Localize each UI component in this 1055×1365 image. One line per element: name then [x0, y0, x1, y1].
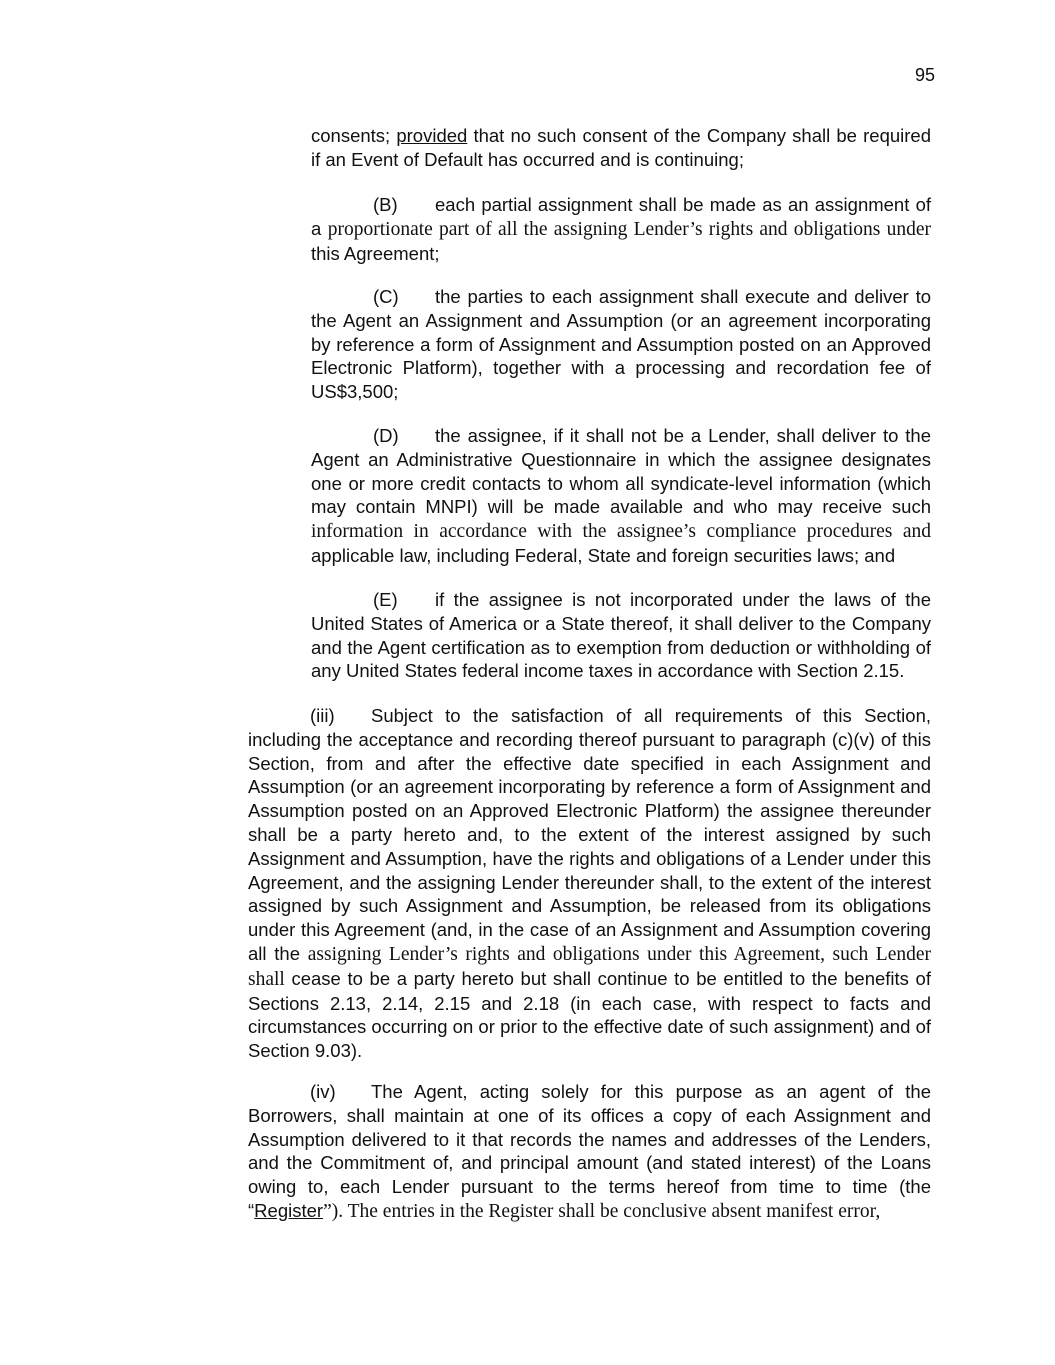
paragraph-d: [311, 424, 931, 568]
text-run-serif: ”). The entries in the Register shall be conclusive absent manifest error,: [323, 1200, 881, 1222]
text-run-serif: information in accordance with the assignee’s compliance procedures and: [311, 521, 931, 543]
text-run-serif: proportionate part of all the assigning Lender’s rights and obligations under: [327, 218, 931, 240]
text-run-serif: assigning Lender’s rights and obligations under this Agreement, such Lender shall: [248, 943, 931, 990]
clause-label-b: (B): [373, 194, 398, 215]
page-number: 95: [914, 65, 935, 85]
paragraph-iv: [248, 1080, 931, 1224]
text-run: cease to be a party hereto but shall continue to be entitled to the benefits of Sections 2.13, 2.14, 2.15 and 2.18 (in each case, with respect to facts and circumstances occurring on or prior to the effective date of such assignment) and of Section 9.03).: [248, 967, 931, 1062]
text-run: Subject to the satisfaction of all requirements of this Section, including the acceptance and recording thereof pursuant to paragraph (c)(v) of this Section, from and after the effective date specified in each Assignment and Assumption (or an agreement incorporating by reference a form of Assignment and Assumption posted on an Approved Electronic Platform) the assignee thereunder shall be a party hereto and, to the extent of the interest assigned by such Assignment and Assumption, have the rights and obligations of a Lender under this Agreement, and the assigning Lender thereunder shall, to the extent of the interest assigned by such Assignment and Assumption, be released from its obligations under this Agreement (and, in the case of an Assignment and Assumption covering all the: [248, 705, 931, 964]
paragraph-c: [311, 285, 931, 404]
paragraph-b: [311, 193, 931, 265]
paragraph-consents: [311, 124, 931, 172]
clause-label-e: (E): [373, 589, 398, 610]
text-run: applicable law, including Federal, State and foreign securities laws; and: [311, 544, 896, 566]
paragraph-e: [311, 588, 931, 683]
clause-label-c: (C): [373, 286, 399, 307]
text-run: if the assignee is not incorporated under the laws of the United States of America or a State thereof, it shall deliver to the Company and the Agent certification as to exemption from deduction or withholding of any United States federal income taxes in accordance with Section 2.15.: [311, 589, 931, 682]
text-run: each partial assignment shall be made as an assignment of a: [311, 194, 931, 239]
clause-label-iv: (iv): [310, 1081, 336, 1102]
text-run: that no such consent of the Company shall be required if an Event of Default has occurred and is continuing;: [311, 125, 931, 170]
text-run: this Agreement;: [311, 242, 440, 264]
clause-label-d: (D): [373, 425, 399, 446]
text-run: the assignee, if it shall not be a Lender, shall deliver to the Agent an Administrative Questionnaire in which the assignee designates one or more credit contacts to whom all syndicate-level information (which may contain MNPI) will be made available and who may receive such: [311, 425, 931, 518]
paragraph-iii: [248, 704, 931, 1063]
text-run: The Agent, acting solely for this purpose as an agent of the Borrowers, shall maintain at one of its offices a copy of each Assignment and Assumption delivered to it that records the names and addresses of the Lenders, and the Commitment of, and principal amount (and stated interest) of the Loans owing to, each Lender pursuant to the terms hereof from time to time (the “: [248, 1081, 931, 1221]
provided-underlined-term: provided: [396, 125, 468, 146]
text-run: consents;: [311, 125, 397, 146]
text-run: the parties to each assignment shall execute and deliver to the Agent an Assignment and Assumption (or an agreement incorporating by reference a form of Assignment and Assumption posted on an Approved Electronic Platform), together with a processing and recordation fee of US$3,500;: [311, 286, 931, 403]
register-underlined-term: Register: [254, 1199, 324, 1221]
clause-label-iii: (iii): [310, 705, 335, 726]
